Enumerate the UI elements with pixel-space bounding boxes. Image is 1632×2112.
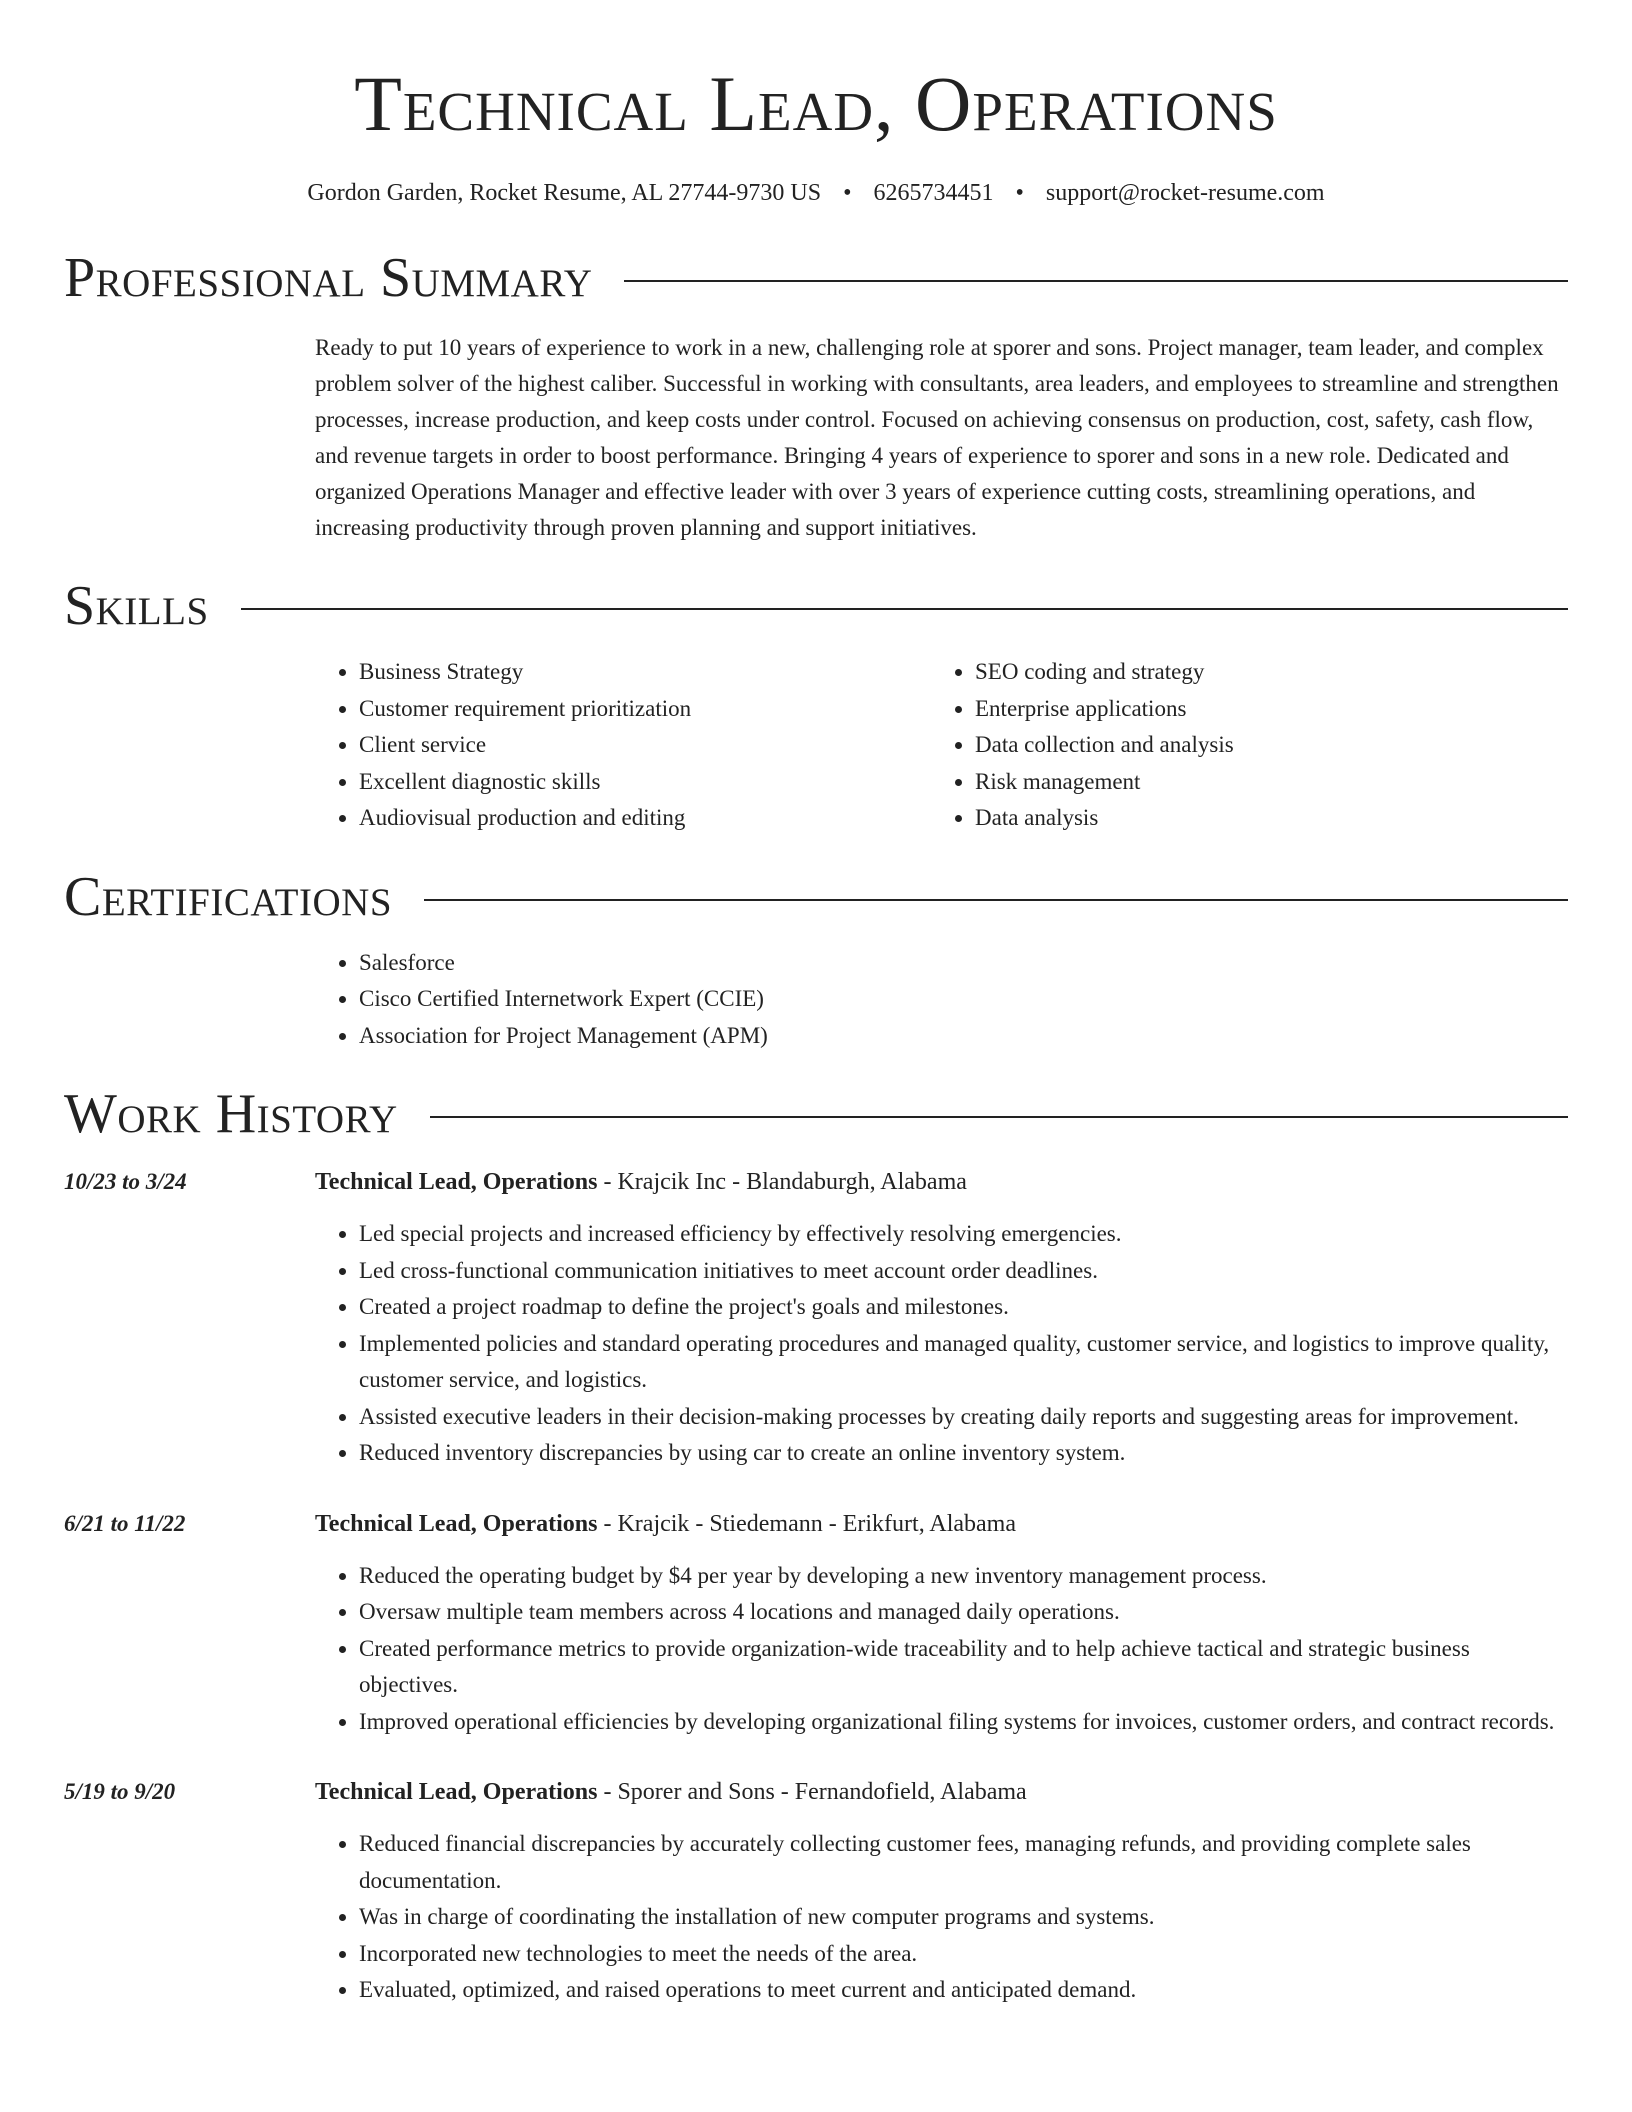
skills-heading: Skills	[64, 575, 209, 637]
section-divider	[424, 899, 1568, 901]
skill-item: • Customer requirement prioritization	[359, 691, 931, 728]
job-bullet: • Led special projects and increased efficiency by effectively resolving emergencies.	[359, 1216, 1568, 1253]
skill-item: • Risk management	[975, 764, 1547, 801]
contact-line	[64, 178, 1568, 208]
skill-item: • Data analysis	[975, 800, 1547, 837]
certification-item: • Salesforce	[359, 945, 1568, 982]
job-heading	[315, 1774, 1568, 1810]
job-employer: - Krajcik Inc - Blandaburgh, Alabama	[597, 1169, 967, 1195]
summary-heading: Professional Summary	[64, 247, 593, 309]
resume-title: Technical Lead, Operations	[354, 60, 1278, 147]
contact-phone: 6265734451	[873, 180, 994, 206]
skill-item: • Business Strategy	[359, 654, 931, 691]
skill-item: • Excellent diagnostic skills	[359, 764, 931, 801]
job-entry	[64, 1774, 1568, 2009]
section-divider	[624, 280, 1568, 282]
job-dates: 5/19 to 9/20	[64, 1779, 176, 1804]
job-title: Technical Lead, Operations	[315, 1169, 598, 1195]
skills-section-header	[64, 574, 1568, 638]
contact-separator: •	[1015, 180, 1024, 206]
job-bullets	[315, 1216, 1568, 1472]
job-employer: - Sporer and Sons - Fernandofield, Alabama	[597, 1779, 1027, 1805]
summary-section-header	[64, 246, 1568, 310]
job-bullet: • Improved operational efficiencies by developing organizational filing systems for invoices, customer orders, and contract records.	[359, 1704, 1568, 1741]
job-bullets	[315, 1826, 1568, 2009]
section-divider	[430, 1116, 1568, 1118]
skill-item: • SEO coding and strategy	[975, 654, 1547, 691]
certifications-section-header	[64, 865, 1568, 929]
job-bullet: • Reduced the operating budget by $4 per year by developing a new inventory management process.	[359, 1558, 1568, 1595]
job-entry	[64, 1164, 1568, 1472]
summary-text: Ready to put 10 years of experience to work in a new, challenging role at sporer and sons. Project manager, team leader, and complex problem solver of the highest caliber. Successful in working with consultants, area leaders, and employees to streamline and strengthen processes, increase production, and keep costs under control. Focused on achieving consensus on production, cost, safety, cash flow, and revenue targets in order to boost performance. Bringing 4 years of experience to sporer and sons in a new role. Dedicated and organized Operations Manager and effective leader with over 3 years of experience cutting costs, streamlining operations, and increasing productivity through proven planning and support initiatives.	[315, 335, 1559, 540]
certification-item: • Cisco Certified Internetwork Expert (CCIE)	[359, 981, 1568, 1018]
job-bullet: • Incorporated new technologies to meet the needs of the area.	[359, 1936, 1568, 1973]
job-bullet: • Led cross-functional communication initiatives to meet account order deadlines.	[359, 1253, 1568, 1290]
job-body	[315, 1774, 1568, 2009]
job-heading	[315, 1164, 1568, 1200]
skills-column-right	[931, 654, 1547, 837]
job-dates: 6/21 to 11/22	[64, 1510, 186, 1536]
job-bullet: • Was in charge of coordinating the installation of new computer programs and systems.	[359, 1899, 1568, 1936]
section-divider	[241, 608, 1568, 610]
contact-email: support@rocket-resume.com	[1045, 180, 1325, 206]
work-history-section-header	[64, 1082, 1568, 1146]
certification-item: • Association for Project Management (APM)	[359, 1018, 1568, 1055]
job-bullet: • Created performance metrics to provide organization-wide traceability and to help achieve tactical and strategic business objectives.	[359, 1631, 1568, 1704]
skill-item: • Client service	[359, 727, 931, 764]
job-bullet: • Created a project roadmap to define the project's goals and milestones.	[359, 1289, 1568, 1326]
certifications-list	[315, 945, 1568, 1055]
skills-list	[315, 654, 1568, 837]
job-bullet: • Assisted executive leaders in their decision-making processes by creating daily reports and suggesting areas for improvement.	[359, 1399, 1568, 1436]
job-dates: 10/23 to 3/24	[64, 1169, 187, 1194]
job-body	[315, 1164, 1568, 1472]
job-title: Technical Lead, Operations	[315, 1510, 598, 1537]
certifications-heading: Certifications	[64, 865, 393, 928]
job-heading	[315, 1506, 1568, 1542]
work-history-heading: Work History	[64, 1083, 398, 1145]
contact-separator: •	[843, 180, 852, 206]
skills-column-left	[315, 654, 931, 837]
skill-item: • Enterprise applications	[975, 691, 1547, 728]
skill-item: • Audiovisual production and editing	[359, 800, 931, 837]
job-employer: - Krajcik - Stiedemann - Erikfurt, Alabama	[597, 1510, 1016, 1537]
job-bullets	[315, 1558, 1568, 1741]
job-bullet: • Implemented policies and standard operating procedures and managed quality, customer service, and logistics to improve quality, customer service, and logistics.	[359, 1326, 1568, 1399]
job-bullet: • Reduced inventory discrepancies by using car to create an online inventory system.	[359, 1435, 1568, 1472]
skill-item: • Data collection and analysis	[975, 727, 1547, 764]
job-bullet: • Reduced financial discrepancies by accurately collecting customer fees, managing refunds, and providing complete sales documentation.	[359, 1826, 1568, 1899]
job-body	[315, 1506, 1568, 1741]
job-bullet: • Oversaw multiple team members across 4 locations and managed daily operations.	[359, 1594, 1568, 1631]
contact-address: Gordon Garden, Rocket Resume, AL 27744-9730 US	[307, 180, 822, 206]
job-title: Technical Lead, Operations	[315, 1779, 598, 1805]
job-bullet: • Evaluated, optimized, and raised operations to meet current and anticipated demand.	[359, 1972, 1568, 2009]
job-entry	[64, 1506, 1568, 1741]
